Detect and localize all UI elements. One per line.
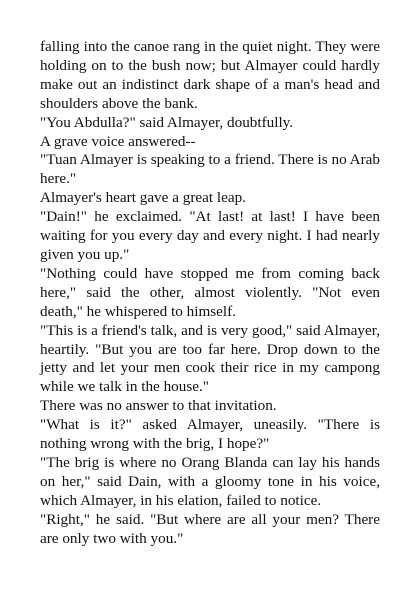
paragraph: "Dain!" he exclaimed. "At last! at last! I have been waiting for you every day and every night. I had nearly given you up.": [40, 208, 380, 263]
paragraph: "Tuan Almayer is speaking to a friend. There is no Arab here.": [40, 151, 380, 188]
paragraph: "What is it?" asked Almayer, uneasily. "There is nothing wrong with the brig, I hope?": [40, 416, 380, 453]
paragraph: Almayer's heart gave a great leap.: [40, 189, 246, 207]
paragraph: "The brig is where no Orang Blanda can lay his hands on her," said Dain, with a gloomy tone in his voice, which Almayer, in his elation, failed to notice.: [40, 453, 380, 509]
paragraph: A grave voice answered--: [40, 132, 196, 150]
document-page: [40, 38, 380, 548]
paragraph: "This is a friend's talk, and is very good," said Almayer, heartily. "But you are too far here. Drop down to the jetty and let your men cook their rice in my campong while we talk in the house.": [40, 321, 380, 396]
paragraph: falling into the canoe rang in the quiet night. They were holding on to the bush now; but Almayer could hardly make out an indistinct dark shape of a man's head and shoulders above the bank.: [40, 38, 380, 112]
paragraph: "Nothing could have stopped me from coming back here," said the other, almost violently. "Not even death," he whispered to himself.: [40, 264, 380, 320]
paragraph: There was no answer to that invitation.: [40, 397, 277, 415]
paragraph: "You Abdulla?" said Almayer, doubtfully.: [40, 113, 294, 131]
paragraph: "Right," he said. "But where are all your men? There are only two with you.": [40, 510, 380, 547]
